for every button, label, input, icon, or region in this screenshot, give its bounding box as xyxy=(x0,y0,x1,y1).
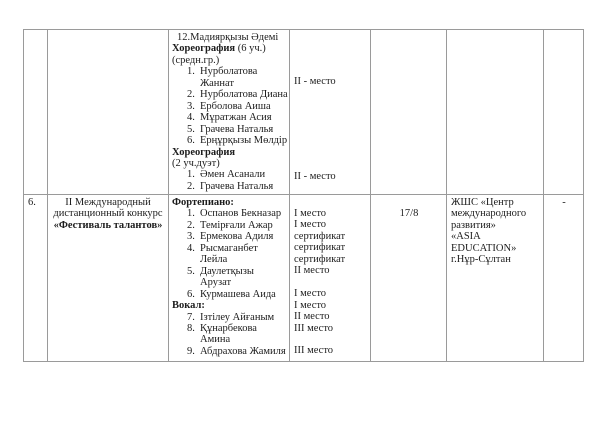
organizer-line: ЖШС «Центр xyxy=(451,197,514,208)
group-title: Хореография (6 уч.) xyxy=(172,43,266,55)
row-number: 6. xyxy=(28,197,36,208)
result-line: I место xyxy=(294,208,327,219)
participant-item: 2. Нурболатова Диана xyxy=(187,89,288,101)
competition-cell-empty xyxy=(48,30,169,195)
participant-item: 8. Құнарбекова Амина xyxy=(187,322,257,346)
competition-name-line: II Международный xyxy=(65,197,151,208)
participant-item: 1. Әмен Асанали xyxy=(187,169,266,181)
organizer-line: г.Нұр-Сұлтан xyxy=(451,254,511,266)
note-cell-empty xyxy=(544,30,584,195)
results-table xyxy=(23,29,584,362)
table-row-previous xyxy=(24,30,584,195)
participant-item: 2. Темірғали Ажар xyxy=(187,219,273,231)
participant-item: 6. Курмашева Аида xyxy=(187,288,276,300)
group-subtitle: (средн.гр.) xyxy=(172,54,220,66)
organizer-line: развития» xyxy=(451,219,496,231)
participant-item: 6. Ерңұрқызы Мөлдір xyxy=(187,135,288,147)
competition-name-line: дистанционный конкурс xyxy=(53,208,163,220)
participant-item: 4. Мұратжан Асия xyxy=(187,112,272,124)
group-title: Хореография xyxy=(172,146,236,158)
participant-item: 5. Грачева Наталья xyxy=(187,123,274,135)
result-line: I место xyxy=(294,288,327,300)
participant-item: 7. Ізтілеу Айғаным xyxy=(187,311,275,323)
group-subtitle: (2 уч.дуэт) xyxy=(172,157,220,169)
result-line: сертификат xyxy=(294,230,346,242)
group-title: Фортепиано: xyxy=(172,197,234,208)
organizer-line: EDUCATION» xyxy=(451,242,517,254)
competition-name-line: «Фестиваль талантов» xyxy=(53,219,163,231)
organizer-cell-empty xyxy=(447,30,544,195)
organizer-line: международного xyxy=(451,208,527,220)
continuation-item: 12.Мадиярқызы Әдемі xyxy=(177,32,279,43)
result-line: III место xyxy=(294,322,334,334)
results-cell xyxy=(290,30,371,195)
result-line-blank xyxy=(294,334,368,345)
participant-item: 4. Рысмаганбет Лейла xyxy=(187,242,258,266)
note-cell xyxy=(544,195,584,362)
result-line: сертификат xyxy=(294,253,346,265)
table-row-6 xyxy=(24,195,584,362)
participants-cell xyxy=(169,195,290,362)
result-line: I место xyxy=(294,219,327,231)
participant-item: 5. Даулетқызы Арузат xyxy=(187,265,254,289)
row-number-cell-empty xyxy=(24,30,48,195)
result-line: II место xyxy=(294,311,330,323)
organizer-line: «ASIA xyxy=(451,231,481,243)
participation-count-cell-empty xyxy=(371,30,447,195)
row-number-cell xyxy=(24,195,48,362)
result-line: сертификат xyxy=(294,242,346,254)
result-line: II - место xyxy=(294,171,336,182)
participant-item: 9. Абдрахова Жамиля xyxy=(187,345,286,357)
participant-item: 2. Грачева Наталья xyxy=(187,180,274,192)
result-line: I место xyxy=(294,299,327,311)
result-line: II место xyxy=(294,265,330,277)
competition-cell xyxy=(48,195,169,362)
participant-item: 3. Ерболова Аиша xyxy=(187,100,271,112)
results-cell xyxy=(290,195,371,362)
participation-count: 17/8 xyxy=(399,208,419,219)
participants-cell xyxy=(169,30,290,195)
organizer-cell xyxy=(447,195,544,362)
note-dash: - xyxy=(562,197,566,208)
result-line: II - место xyxy=(294,76,336,87)
participant-item: 1. Нурболатова Жаннат xyxy=(187,66,258,89)
result-line-blank xyxy=(294,277,368,288)
participant-item: 1. Оспанов Бекназар xyxy=(187,208,282,220)
participant-item: 3. Ермекова Адиля xyxy=(187,231,274,243)
result-line: III место xyxy=(294,345,334,357)
participation-count-cell xyxy=(371,195,447,362)
group-title: Вокал: xyxy=(172,300,205,312)
